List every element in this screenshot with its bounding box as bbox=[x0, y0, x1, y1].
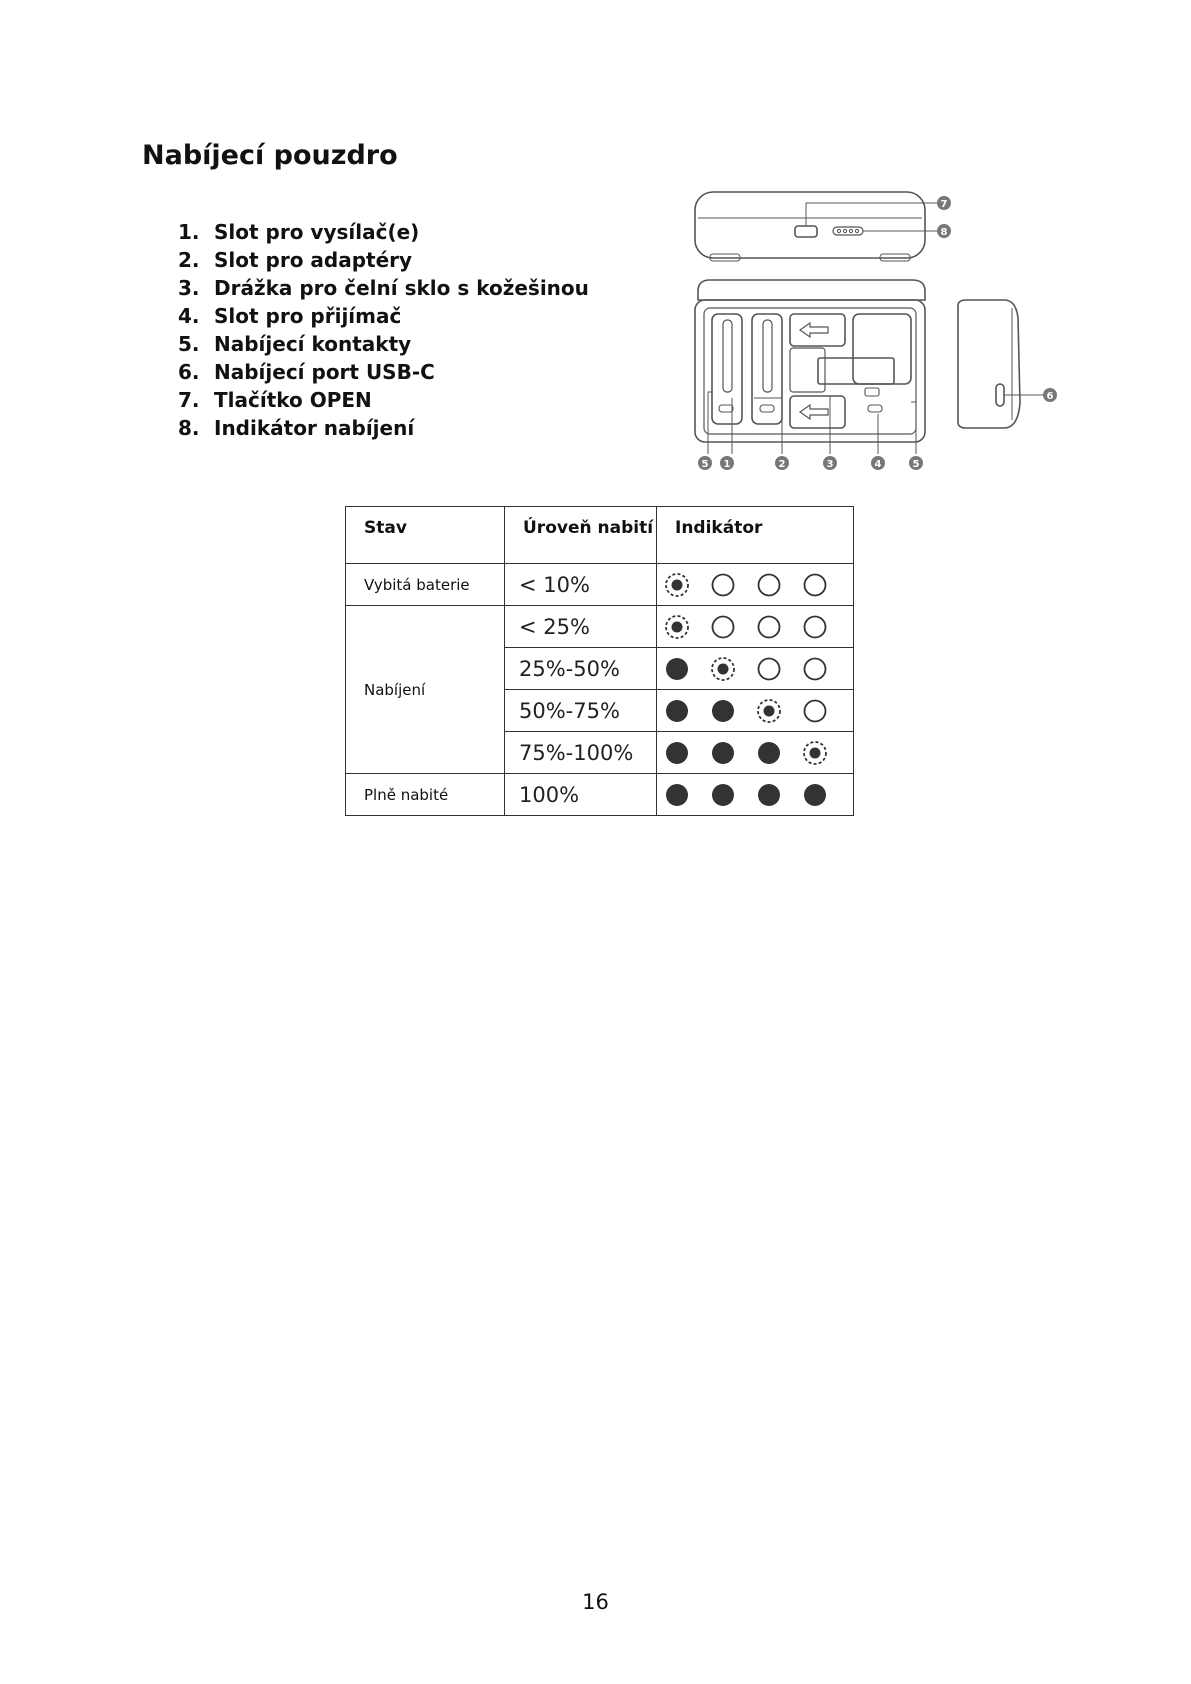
charge-status-table bbox=[345, 506, 854, 816]
windshield-groove bbox=[818, 358, 894, 384]
led-off-icon bbox=[759, 658, 780, 679]
led-on-icon bbox=[666, 700, 688, 722]
table-row bbox=[346, 774, 854, 816]
led-off-icon bbox=[805, 574, 826, 595]
indicator-cell bbox=[657, 732, 854, 774]
led-blinking-icon bbox=[666, 574, 688, 596]
item-label: Indikátor nabíjení bbox=[214, 416, 415, 440]
table-row bbox=[346, 606, 854, 648]
led-off-icon bbox=[805, 700, 826, 721]
indicator-cell bbox=[657, 564, 854, 606]
indicator-cell bbox=[657, 606, 854, 648]
adapter-slot bbox=[752, 314, 782, 424]
item-number: 4. bbox=[178, 304, 200, 328]
led-indicator-row bbox=[663, 567, 853, 603]
item-number: 1. bbox=[178, 220, 200, 244]
led-blinking-icon bbox=[758, 700, 780, 722]
level-cell: 50%-75% bbox=[505, 690, 657, 732]
led-off-icon bbox=[713, 616, 734, 637]
list-item bbox=[178, 358, 589, 386]
charging-case-diagram bbox=[690, 188, 1080, 493]
item-number: 7. bbox=[178, 388, 200, 412]
case-side-view bbox=[958, 300, 1020, 428]
header-indicator: Indikátor bbox=[657, 507, 854, 564]
led-on-icon bbox=[758, 742, 780, 764]
level-cell: < 25% bbox=[505, 606, 657, 648]
parts-list bbox=[178, 218, 589, 442]
list-item bbox=[178, 414, 589, 442]
table-header-row bbox=[346, 507, 854, 564]
callout-label: 7 bbox=[940, 199, 948, 210]
level-cell: < 10% bbox=[505, 564, 657, 606]
callout-label: 6 bbox=[1046, 391, 1054, 402]
case-top-view bbox=[695, 192, 925, 258]
item-label: Tlačítko OPEN bbox=[214, 388, 372, 412]
led-on-icon bbox=[712, 700, 734, 722]
led-on-icon bbox=[758, 784, 780, 806]
item-number: 6. bbox=[178, 360, 200, 384]
page-number: 16 bbox=[582, 1590, 609, 1614]
header-status: Stav bbox=[346, 507, 505, 564]
led-indicator-row bbox=[663, 651, 853, 687]
list-item bbox=[178, 386, 589, 414]
indicator-cell bbox=[657, 690, 854, 732]
item-label: Slot pro vysílač(e) bbox=[214, 220, 420, 244]
led-off-icon bbox=[805, 658, 826, 679]
indicator-cell bbox=[657, 648, 854, 690]
led-on-icon bbox=[712, 784, 734, 806]
callout-label: 4 bbox=[874, 459, 882, 470]
led-on-icon bbox=[666, 658, 688, 680]
led-blinking-icon bbox=[804, 742, 826, 764]
status-cell: Plně nabité bbox=[346, 774, 505, 816]
header-level: Úroveň nabití bbox=[505, 507, 657, 564]
led-off-icon bbox=[805, 616, 826, 637]
indicator-cell bbox=[657, 774, 854, 816]
led-on-icon bbox=[712, 742, 734, 764]
case-lid bbox=[698, 280, 925, 300]
led-indicator-row bbox=[663, 693, 853, 729]
led-off-icon bbox=[759, 616, 780, 637]
led-off-icon bbox=[759, 574, 780, 595]
list-item bbox=[178, 302, 589, 330]
callout-label: 2 bbox=[778, 459, 786, 470]
list-item bbox=[178, 246, 589, 274]
callout-label: 1 bbox=[723, 459, 731, 470]
status-cell: Vybitá baterie bbox=[346, 564, 505, 606]
led-indicator-row bbox=[663, 777, 853, 813]
item-label: Drážka pro čelní sklo s kožešinou bbox=[214, 276, 589, 300]
list-item bbox=[178, 218, 589, 246]
led-on-icon bbox=[666, 742, 688, 764]
led-off-icon bbox=[713, 574, 734, 595]
callout-label: 5 bbox=[912, 459, 920, 470]
led-on-icon bbox=[804, 784, 826, 806]
callout-label: 5 bbox=[701, 459, 709, 470]
item-label: Nabíjecí port USB-C bbox=[214, 360, 435, 384]
item-label: Nabíjecí kontakty bbox=[214, 332, 412, 356]
receiver-slot bbox=[853, 314, 911, 384]
callout-label: 8 bbox=[940, 227, 948, 238]
led-blinking-icon bbox=[712, 658, 734, 680]
item-number: 8. bbox=[178, 416, 200, 440]
open-button bbox=[795, 226, 817, 237]
list-item bbox=[178, 274, 589, 302]
item-number: 5. bbox=[178, 332, 200, 356]
usb-c-port bbox=[996, 384, 1004, 406]
item-label: Slot pro přijímač bbox=[214, 304, 402, 328]
case-open-view bbox=[695, 300, 925, 442]
item-number: 2. bbox=[178, 248, 200, 272]
led-on-icon bbox=[666, 784, 688, 806]
page-title: Nabíjecí pouzdro bbox=[142, 140, 398, 171]
level-cell: 25%-50% bbox=[505, 648, 657, 690]
callout-label: 3 bbox=[826, 459, 834, 470]
item-label: Slot pro adaptéry bbox=[214, 248, 413, 272]
list-item bbox=[178, 330, 589, 358]
led-blinking-icon bbox=[666, 616, 688, 638]
table-row bbox=[346, 564, 854, 606]
transmitter-slot bbox=[712, 314, 742, 424]
item-number: 3. bbox=[178, 276, 200, 300]
status-cell: Nabíjení bbox=[346, 606, 505, 774]
level-cell: 100% bbox=[505, 774, 657, 816]
led-indicator-row bbox=[663, 735, 853, 771]
led-indicator-row bbox=[663, 609, 853, 645]
level-cell: 75%-100% bbox=[505, 732, 657, 774]
